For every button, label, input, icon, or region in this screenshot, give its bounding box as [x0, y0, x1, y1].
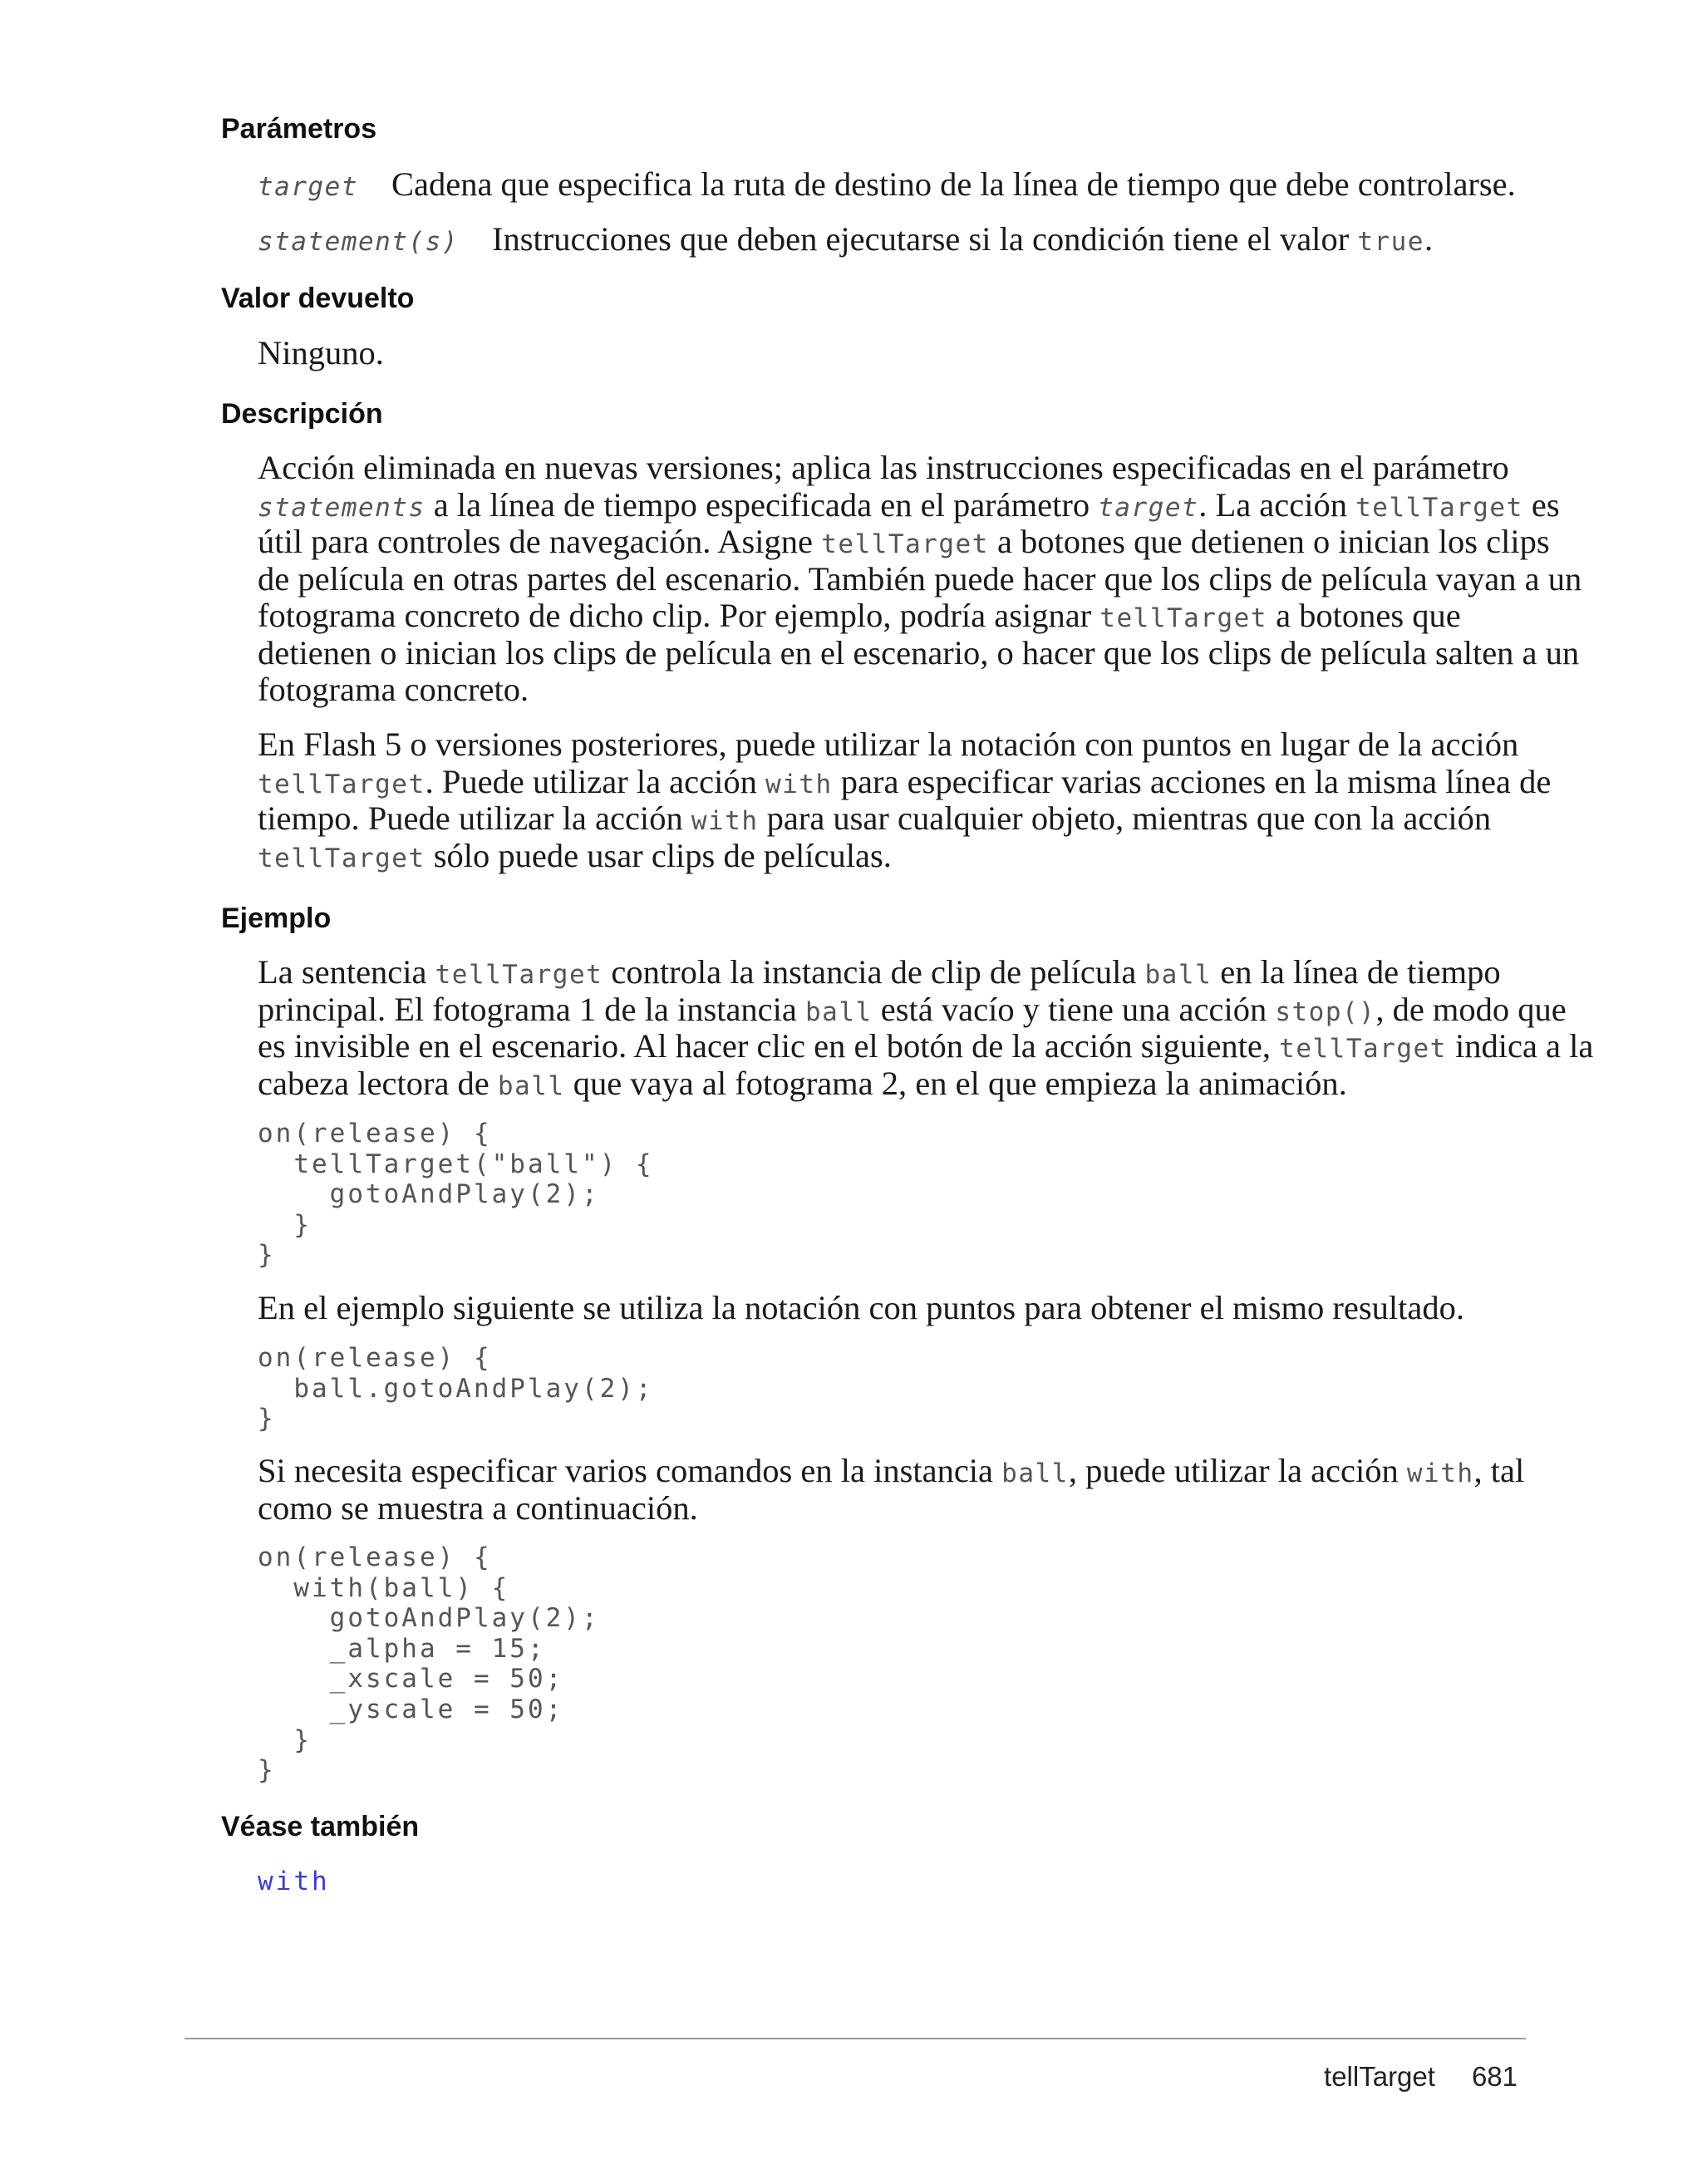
text-line: de película en otras partes del escenario. También puede hacer que los clips de película vayan a un	[258, 559, 1582, 598]
text-line	[258, 800, 1537, 838]
text-run: Si necesita especificar varios comandos en la instancia	[258, 1452, 1002, 1489]
see-also-link-with[interactable]: with	[258, 1867, 330, 1896]
text-run: , puede utilizar la acción	[1068, 1452, 1407, 1489]
text-line	[258, 990, 1567, 1029]
text-line	[258, 598, 1537, 635]
param-desc-end: .	[1424, 220, 1434, 258]
text-line	[258, 523, 1550, 561]
text-run: fotograma concreto de dicho clip. Por ejemplo, podría asignar	[258, 597, 1100, 634]
text-run: está vacío y tiene una acción	[872, 990, 1276, 1028]
section-heading-example: Ejemplo	[221, 903, 332, 934]
inline-code: tellTarget	[435, 960, 603, 990]
text-run: principal. El fotograma 1 de la instancia	[258, 990, 806, 1028]
inline-code: target	[1098, 492, 1199, 523]
text-line	[258, 954, 1537, 991]
text-run: en la línea de tiempo	[1212, 953, 1501, 991]
text-line	[258, 762, 1552, 801]
text-line: detienen o inician los clips de película en el escenario, o hacer que los clips de película salten a un	[258, 633, 1580, 671]
example-paragraph-2	[258, 1290, 1537, 1327]
param-term: target	[258, 172, 358, 202]
text-run: . Puede utilizar la acción	[425, 762, 765, 800]
code-block-3: on(release) { with(ball) { gotoAndPlay(2); _alpha = 15; _xscale = 50; _yscale = 50; } }	[258, 1542, 600, 1786]
section-heading-see-also: Véase también	[221, 1811, 420, 1842]
text-run: , tal	[1473, 1452, 1525, 1489]
inline-code: true	[1357, 227, 1424, 257]
inline-code: with	[1406, 1458, 1474, 1488]
footer-section-title: tellTarget	[1324, 2061, 1435, 2092]
text-run: útil para controles de navegación. Asigne	[258, 523, 822, 560]
text-run: . La acción	[1198, 485, 1356, 524]
inline-code: with	[765, 769, 833, 799]
text-run: a botones que	[1267, 597, 1461, 634]
text-line	[258, 1027, 1594, 1065]
param-desc: Instrucciones que deben ejecutarse si la condición tiene el valor	[491, 220, 1358, 258]
example-paragraph-1	[258, 953, 1594, 1102]
description-paragraph-2	[258, 726, 1552, 874]
inline-code: with	[691, 806, 759, 836]
param-item-target	[258, 166, 1516, 205]
text-line: En Flash 5 o versiones posteriores, puede utilizar la notación con puntos en lugar de la acción	[258, 726, 1519, 763]
footer-divider	[184, 2038, 1526, 2039]
code-block-2: on(release) { ball.gotoAndPlay(2); }	[258, 1343, 654, 1434]
text-line: En el ejemplo siguiente se utiliza la notación con puntos para obtener el mismo resultado.	[258, 1289, 1464, 1326]
inline-code: ball	[805, 996, 873, 1027]
text-line	[258, 1065, 1537, 1103]
text-line	[258, 485, 1560, 524]
section-heading-parameters: Parámetros	[221, 113, 377, 145]
param-item-statements	[258, 221, 1433, 260]
example-paragraph-3	[258, 1453, 1537, 1527]
text-run: que vaya al fotograma 2, en el que empieza la animación.	[564, 1064, 1347, 1102]
inline-code: ball	[1001, 1458, 1069, 1488]
inline-code: ball	[497, 1070, 565, 1101]
param-desc: Cadena que especifica la ruta de destino de la línea de tiempo que debe controlarse.	[391, 165, 1516, 203]
inline-code: tellTarget	[1279, 1034, 1447, 1064]
code-block-1: on(release) { tellTarget("ball") { gotoAndPlay(2); } }	[258, 1119, 654, 1271]
text-run: a botones que detienen o inician los clips	[988, 523, 1550, 560]
text-run: indica a la	[1446, 1027, 1594, 1065]
text-line: Acción eliminada en nuevas versiones; aplica las instrucciones especificadas en el parámetro	[258, 449, 1509, 486]
inline-code: tellTarget	[258, 769, 426, 799]
inline-code: stop()	[1275, 996, 1376, 1027]
text-line	[258, 838, 1537, 875]
text-line: como se muestra a continuación.	[258, 1488, 698, 1527]
inline-code: tellTarget	[1099, 603, 1267, 633]
text-run: tiempo. Puede utilizar la acción	[258, 799, 691, 837]
text-run: para especificar varias acciones en la misma línea de	[832, 762, 1552, 800]
returns-line: Ninguno.	[258, 334, 384, 371]
inline-code: tellTarget	[258, 843, 426, 873]
text-run: es invisible en el escenario. Al hacer clic en el botón de la acción siguiente,	[258, 1027, 1280, 1065]
inline-code: statements	[258, 492, 426, 523]
returns-text	[258, 335, 1537, 372]
text-line	[258, 1453, 1537, 1490]
text-run: , de modo que	[1375, 990, 1567, 1028]
section-heading-description: Descripción	[221, 398, 383, 430]
page-footer	[1324, 2060, 1518, 2093]
inline-code: ball	[1144, 960, 1213, 990]
text-run: La sentencia	[258, 953, 435, 991]
text-run: cabeza lectora de	[258, 1064, 498, 1102]
text-run: a la línea de tiempo especificada en el parámetro	[425, 485, 1099, 524]
inline-code: tellTarget	[821, 529, 989, 559]
text-run: controla la instancia de clip de película	[603, 953, 1145, 991]
page-number: 681	[1471, 2061, 1518, 2092]
text-run: para usar cualquier objeto, mientras que con la acción	[758, 799, 1492, 837]
text-run: es	[1522, 485, 1560, 524]
inline-code: tellTarget	[1355, 492, 1523, 523]
text-run: sólo puede usar clips de películas.	[425, 836, 892, 874]
section-heading-returns: Valor devuelto	[221, 283, 415, 314]
param-term: statement(s)	[258, 227, 459, 257]
description-paragraph-1	[258, 449, 1582, 709]
text-line: fotograma concreto.	[258, 671, 529, 708]
